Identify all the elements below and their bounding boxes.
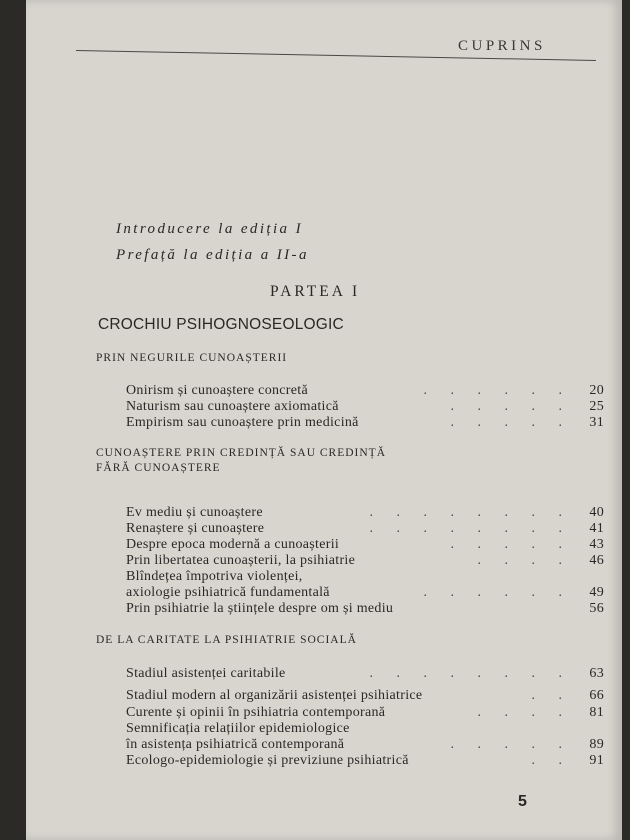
entry-title: Naturism sau cunoaștere axiomatică [126, 399, 339, 414]
entry-page: 91 [589, 753, 604, 768]
leader-dots: . . . . . . . . [369, 666, 572, 681]
entry-page: 43 [589, 537, 604, 552]
entry-page: 25 [589, 399, 604, 414]
toc-entry [126, 753, 604, 769]
entry-title: Prin libertatea cunoașterii, la psihiatrie [126, 553, 356, 568]
toc-entry [126, 601, 604, 617]
intro-line: Prefață la ediția a II-a [116, 247, 309, 263]
leader-dots: . . . . . [450, 737, 572, 752]
leader-dots: . . . . [477, 553, 572, 568]
toc-entry [126, 721, 604, 737]
leader-dots: . . . . . . [423, 585, 572, 600]
entry-title: Onirism și cunoaștere concretă [126, 383, 308, 398]
entry-title: Despre epoca modernă a cunoașterii [126, 537, 340, 552]
chapter-title-line: CUNOAȘTERE PRIN CREDINȚĂ SAU CREDINȚĂ [96, 447, 387, 459]
chapter-title-line: FĂRĂ CUNOAȘTERE [96, 462, 221, 474]
leader-dots: . . [531, 753, 572, 768]
entry-page: 63 [589, 666, 604, 681]
entry-title: Prin psihiatrie la științele despre om și mediu [126, 601, 394, 616]
entry-page: 89 [589, 737, 604, 752]
leader-dots: . . . . . . . . [369, 505, 572, 520]
entry-page: 31 [589, 415, 604, 430]
running-head: CUPRINS [458, 38, 546, 54]
entry-page: 41 [589, 521, 604, 536]
entry-title: Renaștere și cunoaștere [126, 521, 265, 536]
toc-entry [126, 666, 604, 682]
toc-entry [126, 399, 604, 415]
toc-entry [126, 415, 604, 431]
entry-page: 56 [589, 601, 604, 616]
entry-title: în asistența psihiatrică contemporană [126, 737, 345, 752]
entry-title: Curente și opinii în psihiatria contemporană [126, 705, 386, 720]
entry-page: 66 [589, 688, 604, 703]
leader-dots: . . . . . . . . [369, 521, 572, 536]
entry-title: Stadiul modern al organizării asistenței psihiatrice [126, 688, 423, 703]
chapter-title-line: DE LA CARITATE LA PSIHIATRIE SOCIALĂ [96, 634, 357, 646]
page-number: 5 [518, 793, 527, 810]
toc-entry [126, 521, 604, 537]
entry-title: Stadiul asistenței caritabile [126, 666, 286, 681]
entry-page: 49 [589, 585, 604, 600]
entry-title: Empirism sau cunoaștere prin medicină [126, 415, 359, 430]
entry-title: Semnificația relațiilor epidemiologice [126, 721, 350, 736]
entry-title: axiologie psihiatrică fundamentală [126, 585, 330, 600]
toc-entry [126, 569, 604, 585]
book-page [26, 0, 622, 840]
entry-title: Ev mediu și cunoaștere [126, 505, 263, 520]
toc-entry [126, 585, 604, 601]
entry-page: 20 [589, 383, 604, 398]
entry-title: Blîndețea împotriva violenței, [126, 569, 303, 584]
leader-dots: . . . . . [450, 415, 572, 430]
leader-dots: . . . . . [450, 537, 572, 552]
entry-page: 40 [589, 505, 604, 520]
toc-entry [126, 383, 604, 399]
leader-dots: . . . . [477, 705, 572, 720]
entry-page: 46 [589, 553, 604, 568]
toc-entry [126, 553, 604, 569]
toc-entry [126, 688, 604, 704]
intro-line: Introducere la ediția I [116, 221, 303, 237]
chapter-title-line: PRIN NEGURILE CUNOAȘTERII [96, 352, 288, 364]
leader-dots: . . . . . . [423, 383, 572, 398]
section-title: CROCHIU PSIHOGNOSEOLOGIC [98, 316, 344, 333]
entry-page: 81 [589, 705, 604, 720]
chapter-title [96, 446, 386, 476]
leader-dots: . . . . . [450, 399, 572, 414]
entry-title: Ecologo-epidemiologie și previziune psihiatrică [126, 753, 409, 768]
toc-entry [126, 737, 604, 753]
toc-entry [126, 705, 604, 721]
toc-entry [126, 505, 604, 521]
leader-dots: . . [531, 688, 572, 703]
toc-entry [126, 537, 604, 553]
chapter-title [96, 351, 287, 366]
part-title: PARTEA I [270, 283, 361, 300]
chapter-title [96, 633, 357, 648]
